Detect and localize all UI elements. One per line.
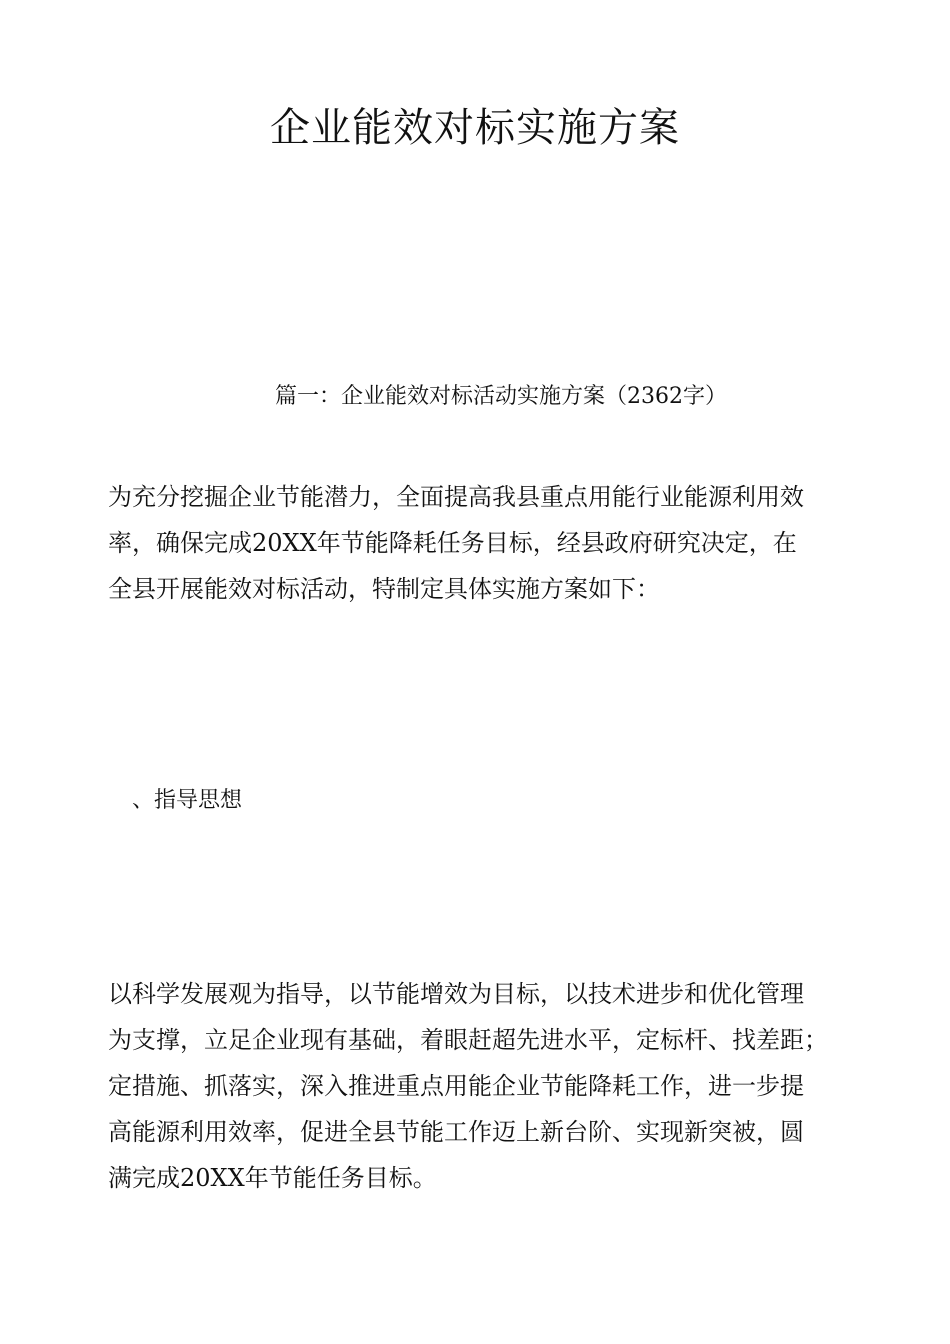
intro-line: 为充分挖掘企业节能潜力，全面提高我县重点用能行业能源利用效 xyxy=(108,483,804,511)
intro-paragraph xyxy=(108,474,858,612)
section-line: 高能源利用效率，促进全县节能工作迈上新台阶、实现新突被，圆 xyxy=(108,1118,804,1146)
section-line: 定措施、抓落实，深入推进重点用能企业节能降耗工作，进一步提 xyxy=(108,1072,804,1100)
section-line: 为支撑，立足企业现有基础，着眼赶超先进水平，定标杆、找差距； xyxy=(108,1026,828,1054)
intro-line: 率，确保完成20XX年节能降耗任务目标，经县政府研究决定，在 xyxy=(108,529,797,557)
section-line: 以科学发展观为指导，以节能增效为目标，以技术进步和优化管理 xyxy=(108,980,804,1008)
intro-line: 全县开展能效对标活动，特制定具体实施方案如下： xyxy=(108,575,660,603)
document-title: 企业能效对标实施方案 xyxy=(270,105,680,151)
document-subtitle: 篇一：企业能效对标活动实施方案（2362字） xyxy=(275,384,727,409)
section-line: 满完成20XX年节能任务目标。 xyxy=(108,1164,437,1192)
section-heading: 、指导思想 xyxy=(132,788,243,813)
section-paragraph xyxy=(108,971,858,1201)
